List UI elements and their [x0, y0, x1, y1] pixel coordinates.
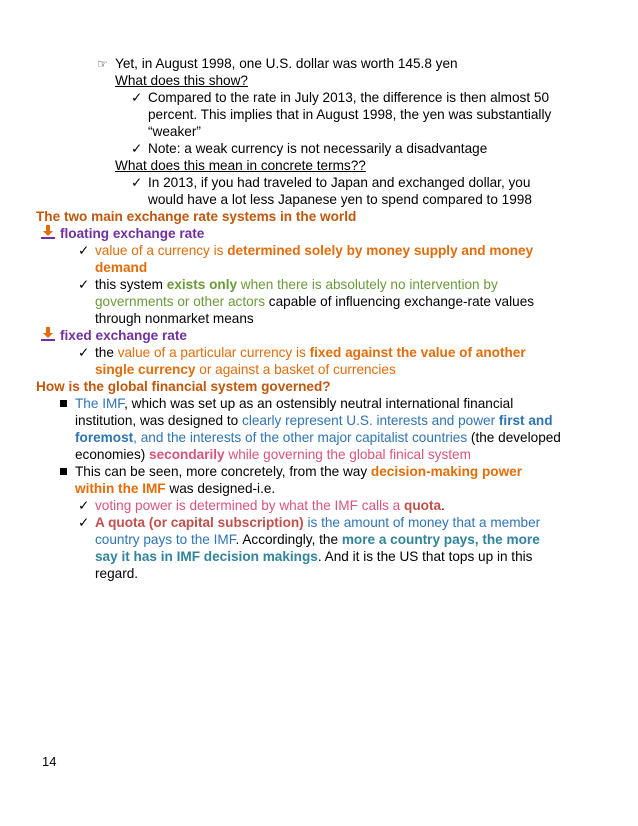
checklist-item: ✓ this system exists only when there is absolutely no intervention by	[78, 277, 498, 292]
bullet-continuation: institution, was designed to clearly represent U.S. interests and power first and	[75, 413, 553, 428]
checklist-item: ✓ Compared to the rate in July 2013, the difference is then almost 50	[131, 90, 550, 105]
pointing-hand-icon: ☞	[97, 57, 108, 71]
checklist-continuation: would have a lot less Japanese yen to spend compared to 1998	[148, 192, 532, 207]
checkmark-icon: ✓	[78, 243, 90, 258]
checkmark-icon: ✓	[78, 515, 90, 530]
question-what-does-this-show: What does this show?	[115, 73, 248, 88]
square-bullet-icon	[60, 400, 67, 407]
checklist-continuation: country pays to the IMF. Accordingly, the more a country pays, the more	[95, 532, 540, 547]
square-bullet-icon	[60, 468, 67, 475]
checklist-continuation: percent. This implies that in August 1998, the yen was substantially	[148, 107, 552, 122]
page-number: 14	[42, 754, 57, 769]
checkmark-icon: ✓	[131, 90, 143, 105]
checkmark-icon: ✓	[131, 175, 143, 190]
checklist-item: ✓ In 2013, if you had traveled to Japan and exchanged dollar, you	[131, 175, 531, 190]
bullet-item: This can be seen, more concretely, from the way decision-making power	[60, 463, 522, 480]
down-arrow-icon	[40, 224, 56, 240]
question-concrete-terms: What does this mean in concrete terms??	[115, 158, 366, 173]
checklist-item: ✓ the value of a particular currency is fixed against the value of another	[78, 345, 526, 360]
bullet-continuation: economies) secondarily while governing the global finical system	[75, 447, 471, 462]
bullet-continuation: foremost, and the interests of the other major capitalist countries (the developed	[75, 430, 561, 445]
bullet-continuation: within the IMF was designed-i.e.	[75, 481, 276, 496]
fixed-rate-title: fixed exchange rate	[60, 328, 187, 343]
bullet-item: The IMF, which was set up as an ostensibly neutral international financial	[60, 395, 513, 412]
checklist-item: ✓ A quota (or capital subscription) is the amount of money that a member	[78, 515, 541, 530]
checklist-continuation: through nonmarket means	[95, 311, 254, 326]
checklist-continuation: “weaker”	[148, 124, 201, 139]
pointing-line: ☞ Yet, in August 1998, one U.S. dollar was worth 145.8 yen	[97, 56, 458, 71]
checklist-item: ✓ Note: a weak currency is not necessarily a disadvantage	[131, 141, 488, 156]
checklist-continuation: single currency or against a basket of currencies	[95, 362, 396, 377]
checkmark-icon: ✓	[78, 498, 90, 513]
checklist-item: ✓ value of a currency is determined solely by money supply and money	[78, 243, 534, 258]
checklist-continuation: governments or other actors capable of influencing exchange-rate values	[95, 294, 535, 309]
checkmark-icon: ✓	[78, 277, 90, 292]
checkmark-icon: ✓	[78, 345, 90, 360]
floating-rate-title: floating exchange rate	[60, 226, 205, 241]
checklist-item: ✓ voting power is determined by what the IMF calls a quota.	[78, 498, 445, 513]
checklist-continuation: regard.	[95, 566, 139, 581]
checkmark-icon: ✓	[131, 141, 143, 156]
checklist-continuation: demand	[95, 260, 148, 275]
down-arrow-icon	[40, 326, 56, 342]
section-heading: The two main exchange rate systems in the world	[36, 209, 357, 224]
section-heading: How is the global financial system governed?	[36, 379, 331, 394]
checklist-continuation: say it has in IMF decision makings. And it is the US that tops up in this	[95, 549, 533, 564]
